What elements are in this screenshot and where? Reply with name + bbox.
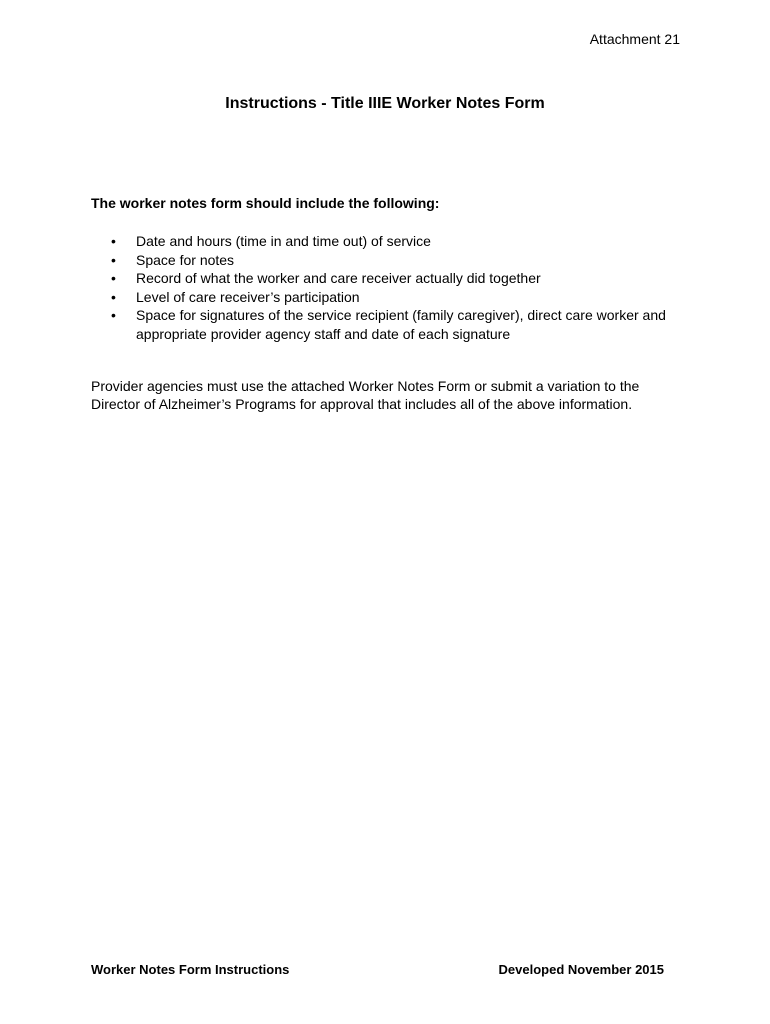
list-item bbox=[91, 306, 701, 343]
footer-date: Developed November 2015 bbox=[498, 962, 664, 977]
page-title: Instructions - Title IIIE Worker Notes Form bbox=[225, 95, 545, 112]
list-item bbox=[91, 251, 701, 270]
bullet-icon: • bbox=[111, 288, 116, 305]
list-item-text: Level of care receiver’s participation bbox=[136, 288, 360, 305]
requirements-list bbox=[91, 232, 701, 343]
bullet-icon: • bbox=[111, 307, 116, 323]
body-paragraph: Provider agencies must use the attached Worker Notes Form or submit a variation to the Director of Alzheimer’s Programs for approval that includes all of the above information. bbox=[91, 378, 640, 412]
list-item-text: Record of what the worker and care receiver actually did together bbox=[136, 270, 541, 286]
list-item bbox=[91, 232, 701, 251]
list-item bbox=[91, 288, 701, 307]
attachment-label: Attachment 21 bbox=[589, 31, 680, 47]
footer-document-name: Worker Notes Form Instructions bbox=[91, 962, 290, 977]
list-item-text: Space for signatures of the service recipient (family caregiver), direct care worker and appropriate provider agency staff and date of each signature bbox=[136, 307, 666, 342]
bullet-icon: • bbox=[111, 251, 116, 268]
list-item-text: Space for notes bbox=[136, 251, 235, 268]
bullet-icon: • bbox=[111, 233, 116, 249]
bullet-icon: • bbox=[111, 270, 116, 286]
list-item-text: Date and hours (time in and time out) of service bbox=[136, 233, 431, 249]
intro-heading: The worker notes form should include the following: bbox=[91, 195, 440, 211]
list-item bbox=[91, 269, 701, 288]
